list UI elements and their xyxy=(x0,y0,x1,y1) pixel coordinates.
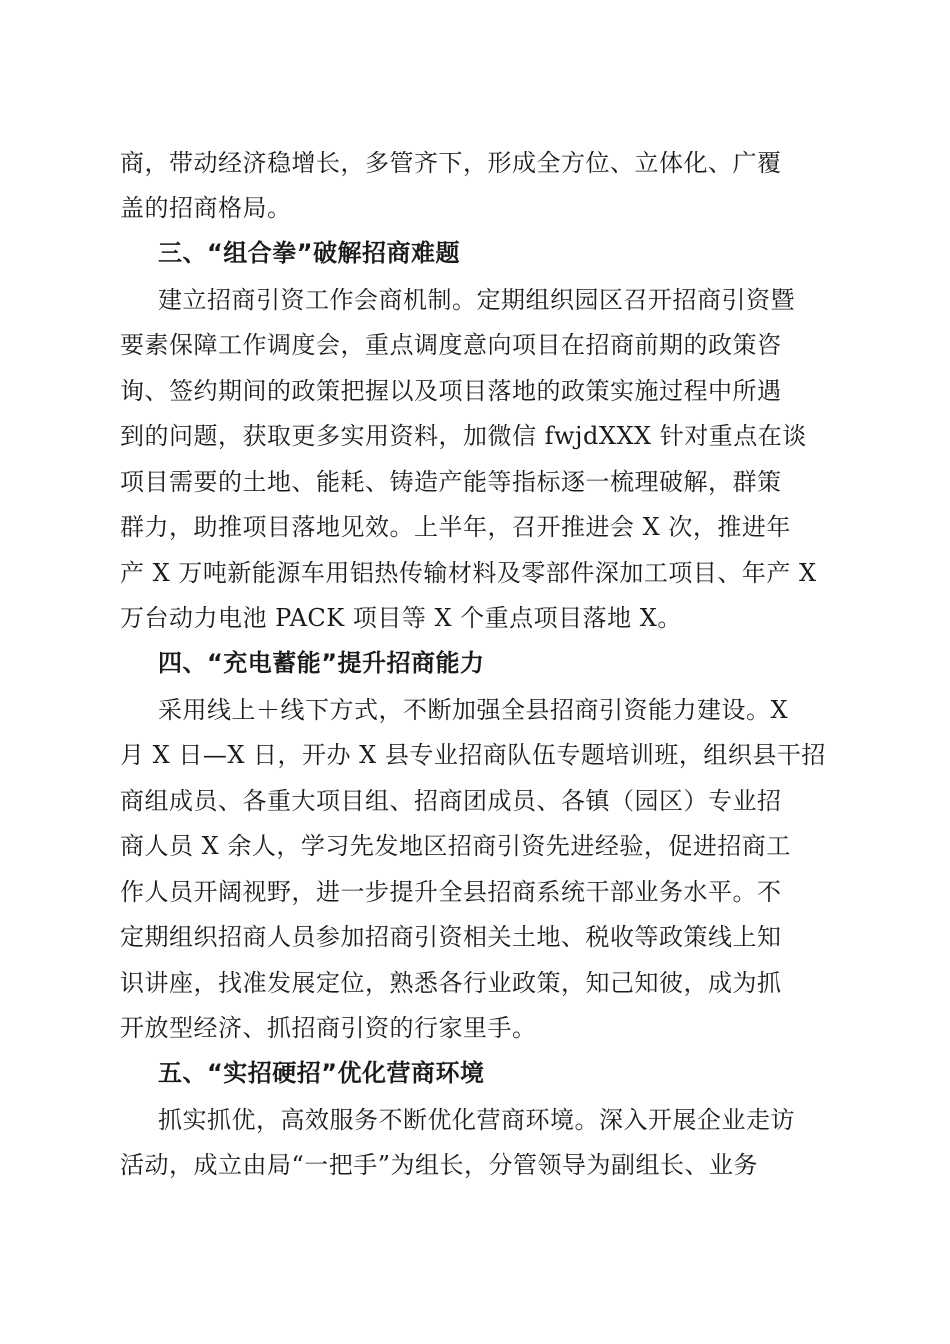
section-heading-5: 五、“实招硬招”优化营商环境 xyxy=(158,1059,485,1087)
body-text-line: 作人员开阔视野，进一步提升全县招商系统干部业务水平。不 xyxy=(120,878,782,906)
body-text-line: 商组成员、各重大项目组、招商团成员、各镇（园区）专业招 xyxy=(120,787,782,815)
body-text-line: 到的问题，获取更多实用资料，加微信 fwjdXXX 针对重点在谈 xyxy=(120,422,807,450)
body-text-line: 要素保障工作调度会，重点调度意向项目在招商前期的政策咨 xyxy=(120,331,782,359)
paragraph-first-line: 采用线上＋线下方式，不断加强全县招商引资能力建设。X xyxy=(158,696,789,724)
body-text-line: 项目需要的土地、能耗、铸造产能等指标逐一梳理破解，群策 xyxy=(120,468,782,496)
body-text-line: 月 X 日—X 日，开办 X 县专业招商队伍专题培训班，组织县干招 xyxy=(120,741,826,769)
body-text-line: 万台动力电池 PACK 项目等 X 个重点项目落地 X。 xyxy=(120,604,682,632)
section-heading-4: 四、“充电蓄能”提升招商能力 xyxy=(158,649,485,677)
body-text-line: 询、签约期间的政策把握以及项目落地的政策实施过程中所遇 xyxy=(120,377,782,405)
body-text-line: 盖的招商格局。 xyxy=(120,194,292,222)
body-text-line: 商，带动经济稳增长，多管齐下，形成全方位、立体化、广覆 xyxy=(120,149,782,177)
body-text-line: 产 X 万吨新能源车用铝热传输材料及零部件深加工项目、年产 X xyxy=(120,559,817,587)
paragraph-first-line: 抓实抓优，高效服务不断优化营商环境。深入开展企业走访 xyxy=(158,1106,795,1134)
body-text-line: 开放型经济、抓招商引资的行家里手。 xyxy=(120,1014,537,1042)
paragraph-first-line: 建立招商引资工作会商机制。定期组织园区召开招商引资暨 xyxy=(158,286,795,314)
body-text-line: 活动，成立由局“一把手”为组长，分管领导为副组长、业务 xyxy=(120,1151,759,1179)
body-text-line: 群力，助推项目落地见效。上半年，召开推进会 X 次，推进年 xyxy=(120,513,791,541)
body-text-line: 定期组织招商人员参加招商引资相关土地、税收等政策线上知 xyxy=(120,923,782,951)
section-heading-3: 三、“组合拳”破解招商难题 xyxy=(158,239,461,267)
body-text-line: 识讲座，找准发展定位，熟悉各行业政策，知己知彼，成为抓 xyxy=(120,969,782,997)
body-text-line: 商人员 X 余人，学习先发地区招商引资先进经验，促进招商工 xyxy=(120,832,791,860)
